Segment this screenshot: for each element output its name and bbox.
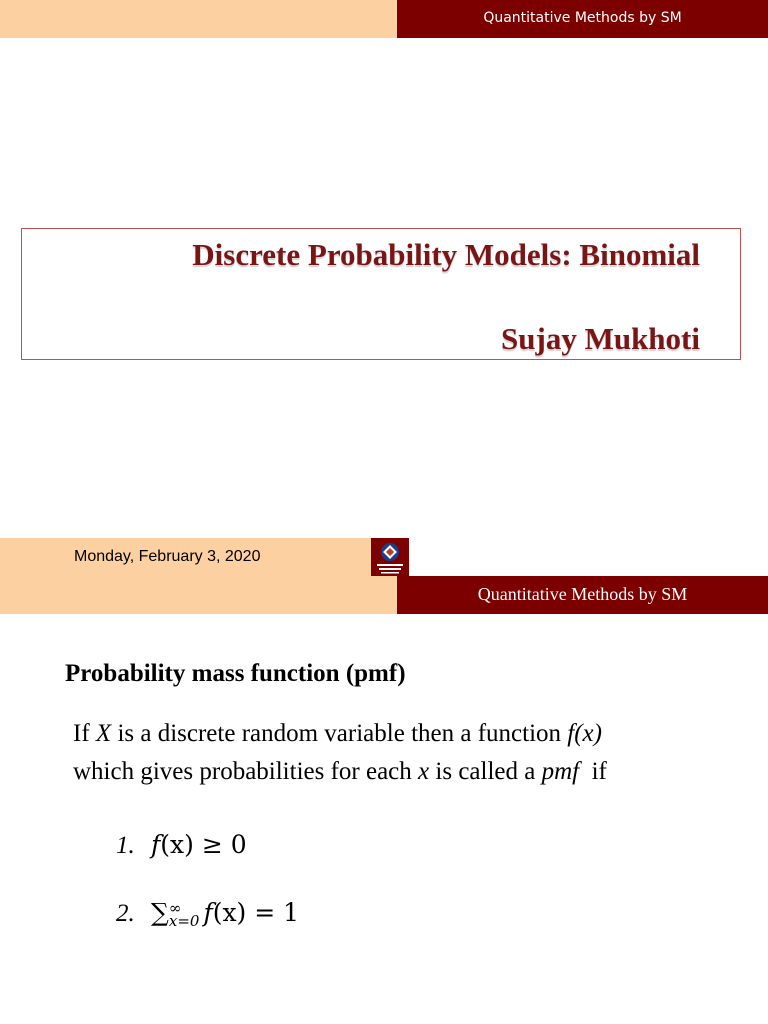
institute-logo-icon — [371, 538, 409, 576]
def2-pmf: pmf — [541, 758, 580, 785]
pmf-heading: Probability mass function (pmf) — [65, 660, 406, 687]
cond2-sup: ∞ — [168, 898, 182, 917]
author-name: Sujay Mukhoti — [501, 321, 700, 356]
footer-maroon-band — [397, 576, 768, 614]
condition-2-number: 2. — [116, 900, 135, 927]
cond1-rel: ≥ 0 — [193, 830, 247, 859]
definition-line-2 — [73, 758, 607, 786]
def2-pre: which gives probabilities for each — [73, 758, 419, 785]
def2-mid: is called a — [429, 758, 542, 785]
condition-1-formula — [151, 830, 247, 859]
cond2-sub: x=0 — [168, 911, 200, 930]
condition-2-formula — [151, 898, 300, 930]
def2-var-x: x — [418, 758, 430, 785]
footer-date: Monday, February 3, 2020 — [74, 548, 261, 565]
condition-1 — [116, 830, 247, 860]
cond2-rel: = 1 — [246, 898, 300, 927]
cond2-arg: (x) — [212, 898, 247, 927]
slide-title: Discrete Probability Models: Binomial — [192, 237, 700, 272]
def2-post: if — [579, 758, 607, 785]
cond2-f: f — [203, 898, 213, 927]
condition-2 — [116, 898, 299, 928]
header-title: Quantitative Methods by SM — [483, 10, 682, 26]
condition-1-number: 1. — [116, 832, 135, 859]
cond1-f: f — [151, 830, 161, 859]
cond2-sum: ∑ — [151, 898, 169, 927]
title-box — [21, 228, 741, 360]
def1-var-x: X — [95, 720, 112, 747]
cond1-arg: (x) — [160, 830, 194, 859]
header-bar — [0, 0, 768, 38]
footer-peach-band — [0, 538, 397, 614]
footer-bar — [0, 538, 768, 614]
def1-mid: is a discrete random variable then a function — [111, 720, 568, 747]
def1-fx: f(x) — [567, 720, 602, 747]
def1-pre: If — [73, 720, 96, 747]
header-peach-band — [0, 0, 397, 38]
header-maroon-band — [397, 0, 768, 38]
footer-title: Quantitative Methods by SM — [477, 584, 688, 604]
definition-line-1 — [73, 720, 602, 748]
